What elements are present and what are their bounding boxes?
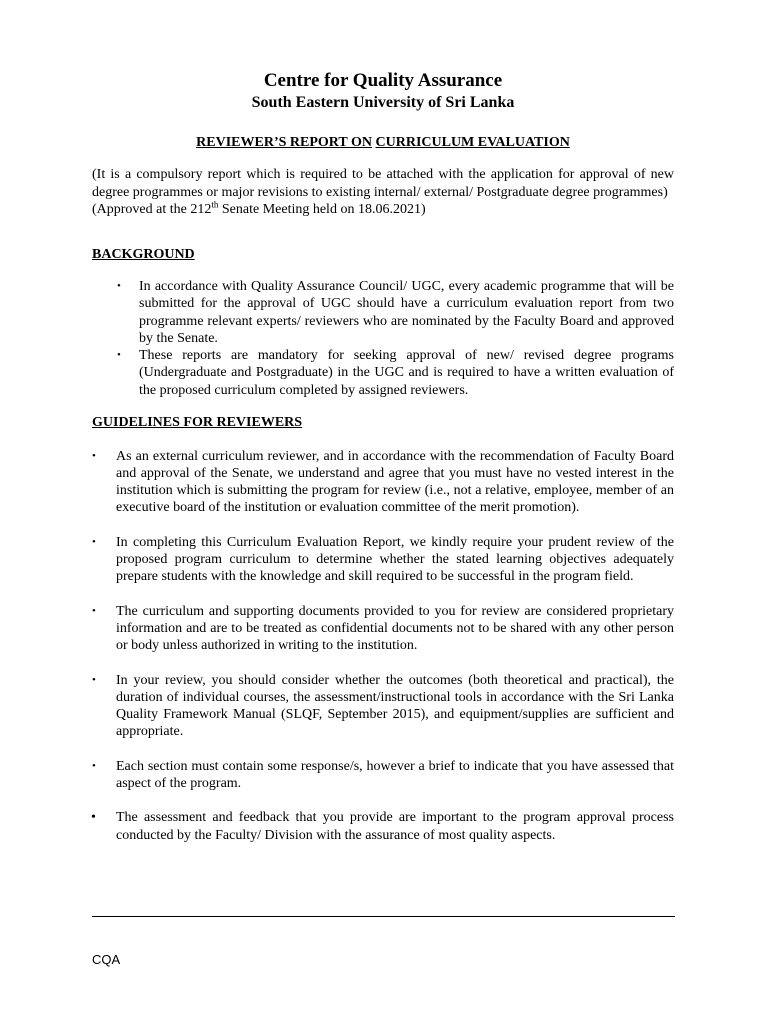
bullet-icon: • [117, 349, 121, 362]
list-item-text: The curriculum and supporting documents provided to you for review are considered proprietary information and are to be treated as confidential documents not to be shared with any other person or body unless authorized in writing to the institution. [116, 603, 674, 654]
list-item-text: As an external curriculum reviewer, and in accordance with the recommendation of Faculty Board and approval of the Senate, we understand and agree that you must have no vested interest in the institution which is submitting the program for review (i.e., not a relative, employee, member of an executive board of the institution or evaluation committee of the merit promotion). [116, 448, 674, 516]
bullet-icon: • [92, 759, 96, 772]
report-heading-part2: CURRICULUM EVALUATION [375, 135, 570, 150]
background-list [117, 278, 674, 399]
list-item [92, 448, 674, 517]
list-item-text: The assessment and feedback that you provide are important to the program approval process conducted by the Faculty/ Division with the assurance of most quality aspects. [116, 810, 674, 843]
university-name: South Eastern University of Sri Lanka [251, 94, 515, 111]
bullet-icon: • [92, 604, 96, 617]
bullet-icon: • [91, 810, 96, 826]
list-item [92, 603, 674, 655]
report-heading [92, 134, 674, 152]
list-item-text: In accordance with Quality Assurance Council/ UGC, every academic programme that will be submitted for the approval of UGC should have a curriculum evaluation report from two programme relevant experts/ reviewers who are nominated by the Faculty Board and approved by the Senate. [139, 279, 674, 346]
list-item-text: In your review, you should consider whether the outcomes (both theoretical and practical), the duration of individual courses, the assessment/instructional tools in accordance with the Sri Lanka Quality Framework Manual (SLQF, September 2015), and equipment/supplies are sufficient and appropriate. [116, 672, 674, 740]
intro-paragraph: (It is a compulsory report which is required to be attached with the application for approval of new degree programmes or major revisions to existing internal/ external/ Postgraduate degree programmes) [92, 167, 674, 200]
bullet-icon: • [92, 449, 96, 462]
list-item-text: Each section must contain some response/s, however a brief to indicate that you have assessed that aspect of the program. [116, 758, 674, 792]
bullet-icon: • [92, 673, 96, 686]
list-item-text: In completing this Curriculum Evaluation Report, we kindly require your prudent review of the proposed program curriculum to determine whether the stated learning objectives adequately prepare students with the knowledge and skill required to be successful in the program field. [116, 534, 674, 585]
report-heading-part1: REVIEWER’S REPORT ON [196, 135, 372, 150]
list-item [91, 809, 674, 844]
guidelines-list [91, 448, 674, 844]
background-heading: BACKGROUND [92, 246, 195, 262]
bullet-icon: • [92, 535, 96, 548]
footer-label: CQA [92, 952, 121, 967]
list-item-text: These reports are mandatory for seeking approval of new/ revised degree programs (Undergraduate and Postgraduate) in the UGC and is required to have a written evaluation of the proposed curriculum completed by assigned reviewers. [139, 348, 674, 398]
approval-suffix: Senate Meeting held on 18.06.2021) [218, 202, 426, 217]
list-item [92, 672, 674, 741]
approval-ordinal: th [211, 199, 219, 210]
guidelines-heading: GUIDELINES FOR REVIEWERS [92, 415, 303, 431]
approval-note [92, 201, 674, 219]
list-item [92, 758, 674, 793]
bullet-icon: • [117, 280, 121, 292]
document-page [92, 70, 674, 844]
bottom-divider [92, 916, 675, 917]
document-title: Centre for Quality Assurance [263, 70, 503, 91]
list-item [92, 534, 674, 586]
list-item [117, 278, 674, 347]
list-item [117, 347, 674, 399]
approval-prefix: (Approved at the 212 [92, 202, 212, 217]
